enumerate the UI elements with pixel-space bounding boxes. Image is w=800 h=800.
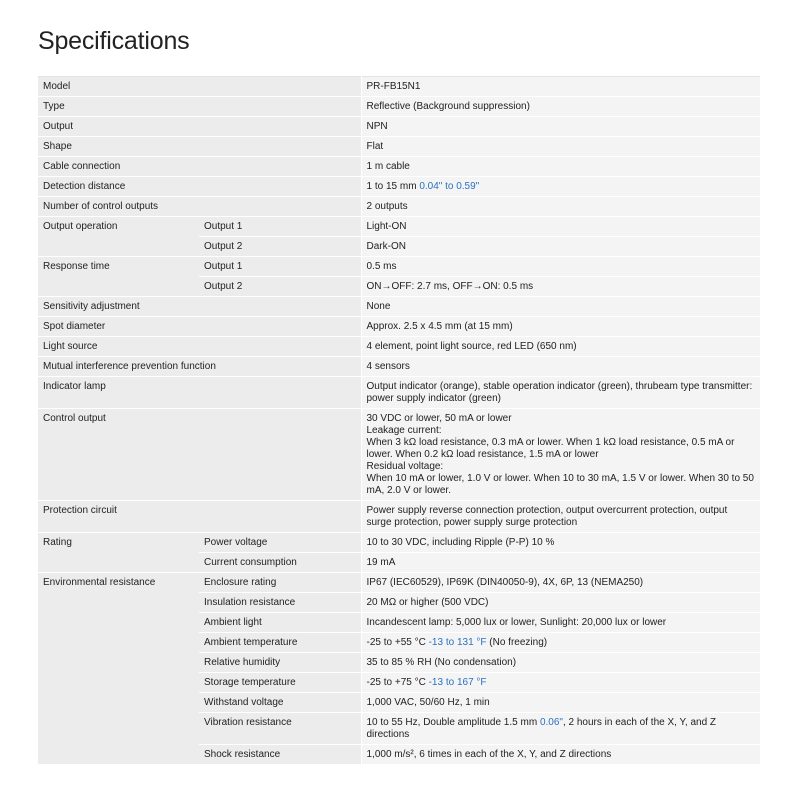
- row-value: 19 mA: [361, 553, 760, 573]
- table-row: [38, 177, 760, 197]
- row-value: [361, 177, 760, 197]
- sub-label: Shock resistance: [199, 745, 361, 765]
- row-label: Shape: [38, 137, 361, 157]
- table-row: [38, 297, 760, 317]
- row-value: PR-FB15N1: [361, 77, 760, 97]
- metric-value: -25 to +55 °C: [366, 637, 429, 648]
- table-row: [38, 157, 760, 177]
- row-value: ON→OFF: 2.7 ms, OFF→ON: 0.5 ms: [361, 277, 760, 297]
- sub-label: Ambient temperature: [199, 633, 361, 653]
- sub-label: Output 2: [199, 237, 361, 257]
- row-value: Incandescent lamp: 5,000 lux or lower, Sunlight: 20,000 lux or lower: [361, 613, 760, 633]
- row-label: Response time: [38, 257, 199, 297]
- row-label: Model: [38, 77, 361, 97]
- table-row: [38, 217, 760, 237]
- imperial-value: -13 to 167 °F: [428, 677, 487, 688]
- row-value: Reflective (Background suppression): [361, 97, 760, 117]
- metric-value: 10 to 55 Hz, Double amplitude 1.5 mm: [366, 717, 540, 728]
- table-row: [38, 357, 760, 377]
- row-value: Approx. 2.5 x 4.5 mm (at 15 mm): [361, 317, 760, 337]
- row-label: Number of control outputs: [38, 197, 361, 217]
- table-row: [38, 197, 760, 217]
- table-row: [38, 533, 760, 553]
- row-value: [361, 673, 760, 693]
- row-label: Sensitivity adjustment: [38, 297, 361, 317]
- row-value: [361, 409, 760, 501]
- row-label: Rating: [38, 533, 199, 573]
- row-value: NPN: [361, 117, 760, 137]
- table-row: [38, 377, 760, 409]
- sub-label: Vibration resistance: [199, 713, 361, 745]
- metric-value: -25 to +75 °C: [366, 677, 429, 688]
- sub-label: Enclosure rating: [199, 573, 361, 593]
- row-label: Control output: [38, 409, 361, 501]
- row-label: Mutual interference prevention function: [38, 357, 361, 377]
- sub-label: Relative humidity: [199, 653, 361, 673]
- imperial-value: -13 to 131 °F: [428, 637, 487, 648]
- table-row: [38, 77, 760, 97]
- value-line: When 3 kΩ load resistance, 0.3 mA or lower. When 1 kΩ load resistance, 0.5 mA or lower. When 0.2 kΩ load resistance, 1.5 mA or lower: [366, 437, 735, 460]
- value-line: 30 VDC or lower, 50 mA or lower: [366, 413, 512, 424]
- metric-value: 1 to 15 mm: [366, 181, 420, 192]
- table-row: [38, 501, 760, 533]
- row-value: Light-ON: [361, 217, 760, 237]
- row-label: Light source: [38, 337, 361, 357]
- row-value: 1,000 VAC, 50/60 Hz, 1 min: [361, 693, 760, 713]
- row-value: 4 sensors: [361, 357, 760, 377]
- table-row: [38, 97, 760, 117]
- row-value: 20 MΩ or higher (500 VDC): [361, 593, 760, 613]
- row-label: Output operation: [38, 217, 199, 257]
- row-value: IP67 (IEC60529), IP69K (DIN40050-9), 4X, 6P, 13 (NEMA250): [361, 573, 760, 593]
- row-label: Spot diameter: [38, 317, 361, 337]
- row-label: Environmental resistance: [38, 573, 199, 765]
- value-line: When 10 mA or lower, 1.0 V or lower. When 10 to 30 mA, 1.5 V or lower. When 30 to 50 mA, 2.0 V or lower.: [366, 473, 754, 496]
- table-row: [38, 573, 760, 593]
- row-value: [361, 713, 760, 745]
- sub-label: Output 1: [199, 217, 361, 237]
- value-line: Leakage current:: [366, 425, 442, 436]
- row-value: 0.5 ms: [361, 257, 760, 277]
- row-value: Power supply reverse connection protection, output overcurrent protection, output surge protection, power supply surge protection: [361, 501, 760, 533]
- row-value: 1,000 m/s², 6 times in each of the X, Y, and Z directions: [361, 745, 760, 765]
- sub-label: Power voltage: [199, 533, 361, 553]
- row-label: Cable connection: [38, 157, 361, 177]
- row-value: 10 to 30 VDC, including Ripple (P-P) 10 %: [361, 533, 760, 553]
- table-row: [38, 117, 760, 137]
- sub-label: Ambient light: [199, 613, 361, 633]
- sub-label: Current consumption: [199, 553, 361, 573]
- sub-label: Output 2: [199, 277, 361, 297]
- sub-label: Withstand voltage: [199, 693, 361, 713]
- row-label: Type: [38, 97, 361, 117]
- row-label: Protection circuit: [38, 501, 361, 533]
- inch-value: 0.04" to 0.59": [419, 181, 480, 192]
- table-row: [38, 409, 760, 501]
- row-value: 35 to 85 % RH (No condensation): [361, 653, 760, 673]
- row-value: Dark-ON: [361, 237, 760, 257]
- row-label: Indicator lamp: [38, 377, 361, 409]
- row-label: Output: [38, 117, 361, 137]
- table-row: [38, 257, 760, 277]
- spec-table: [38, 76, 760, 765]
- table-row: [38, 137, 760, 157]
- table-row: [38, 337, 760, 357]
- row-value: Flat: [361, 137, 760, 157]
- row-label: Detection distance: [38, 177, 361, 197]
- row-value: [361, 633, 760, 653]
- value-suffix: (No freezing): [486, 637, 548, 648]
- value-suffix: , 2 hours in each of the X, Y, and Z directions: [366, 717, 717, 740]
- row-value: 2 outputs: [361, 197, 760, 217]
- page-title: Specifications: [38, 27, 190, 55]
- sub-label: Output 1: [199, 257, 361, 277]
- row-value: Output indicator (orange), stable operation indicator (green), thrubeam type transmitter: power supply indicator (green): [361, 377, 760, 409]
- row-value: None: [361, 297, 760, 317]
- table-row: [38, 317, 760, 337]
- sub-label: Storage temperature: [199, 673, 361, 693]
- inch-value: 0.06": [539, 717, 563, 728]
- value-line: Residual voltage:: [366, 461, 444, 472]
- row-value: 4 element, point light source, red LED (650 nm): [361, 337, 760, 357]
- row-value: 1 m cable: [361, 157, 760, 177]
- sub-label: Insulation resistance: [199, 593, 361, 613]
